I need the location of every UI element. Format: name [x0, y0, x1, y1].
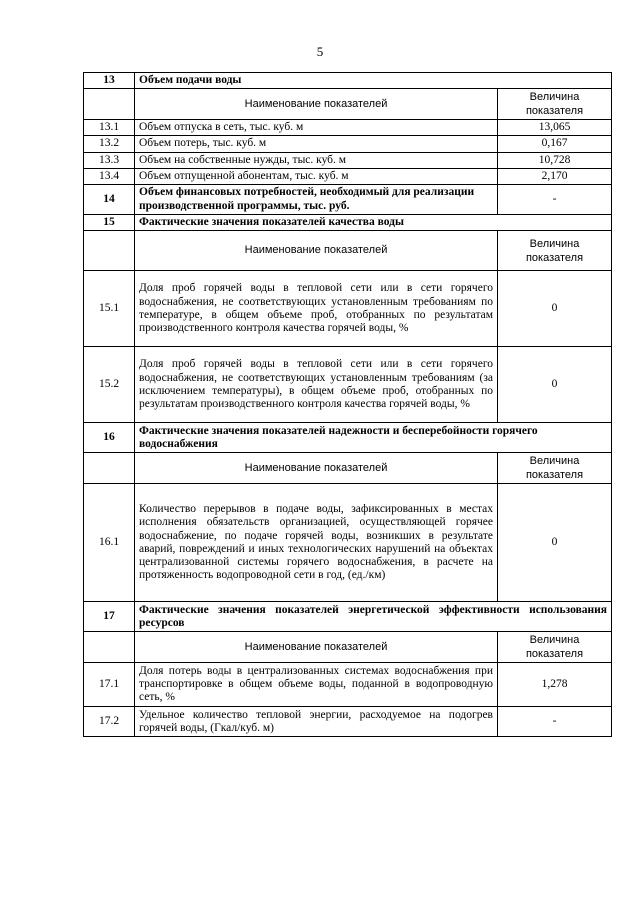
table-row — [84, 347, 612, 423]
section-row — [84, 215, 612, 231]
row-number: 13.4 — [84, 168, 135, 184]
blank-cell — [84, 632, 135, 663]
row-name: Количество перерывов в подаче воды, зафиксированных в местах исполнения обязательств организацией, осуществляющей горячее водоснабжение, по подаче горячей воды, возникших в результате аварий, повреждений и иных технологических нарушений на объектах централизованной системы горячего водоснабжения, в расчете на протяженность водопроводной сети в год, (ед./км) — [135, 484, 498, 602]
column-header-value: Величина показателя — [498, 632, 612, 663]
row-number: 15.1 — [84, 271, 135, 347]
row-name: Объем отпущенной абонентам, тыс. куб. м — [135, 168, 498, 184]
row-name: Доля потерь воды в централизованных системах водоснабжения при транспортировке в общем объеме воды, поданной в водопроводную сеть, % — [135, 663, 498, 707]
column-header-name: Наименование показателей — [135, 231, 498, 271]
row-value: 2,170 — [498, 168, 612, 184]
row-number: 15.2 — [84, 347, 135, 423]
section-title: Объем финансовых потребностей, необходимый для реализации производственной программы, тыс. руб. — [135, 185, 498, 215]
column-header-value: Величина показателя — [498, 89, 612, 120]
section-title: Фактические значения показателей качества воды — [135, 215, 612, 231]
row-number: 16.1 — [84, 484, 135, 602]
section-row — [84, 73, 612, 89]
blank-cell — [84, 231, 135, 271]
row-value: 13,065 — [498, 120, 612, 136]
section-number: 14 — [84, 185, 135, 215]
section-row — [84, 423, 612, 453]
blank-cell — [84, 89, 135, 120]
row-name: Доля проб горячей воды в тепловой сети или в сети горячего водоснабжения, не соответствующих установленным требованиям по температуре, в общем объеме проб, отобранных по результатам производственного контроля качества горячей воды, % — [135, 271, 498, 347]
section-row — [84, 185, 612, 215]
column-header-value: Величина показателя — [498, 453, 612, 484]
section-number: 17 — [84, 602, 135, 632]
table-row — [84, 136, 612, 152]
section-number: 13 — [84, 73, 135, 89]
column-header-row — [84, 89, 612, 120]
blank-cell — [84, 453, 135, 484]
column-header-row — [84, 453, 612, 484]
row-number: 13.1 — [84, 120, 135, 136]
indicators-table — [83, 72, 612, 737]
table-row — [84, 168, 612, 184]
row-number: 17.2 — [84, 707, 135, 737]
table-row — [84, 707, 612, 737]
row-value: 1,278 — [498, 663, 612, 707]
section-title: Фактические значения показателей энергетической эффективности использования ресурсов — [135, 602, 612, 632]
section-row — [84, 602, 612, 632]
section-value: - — [498, 185, 612, 215]
section-number: 15 — [84, 215, 135, 231]
row-value: 0 — [498, 347, 612, 423]
row-value: 0 — [498, 484, 612, 602]
row-name: Объем потерь, тыс. куб. м — [135, 136, 498, 152]
row-name: Объем отпуска в сеть, тыс. куб. м — [135, 120, 498, 136]
page-number: 5 — [316, 44, 324, 59]
row-number: 13.3 — [84, 152, 135, 168]
section-title: Фактические значения показателей надежности и бесперебойности горячего водоснабжения — [135, 423, 612, 453]
row-number: 17.1 — [84, 663, 135, 707]
row-value: 10,728 — [498, 152, 612, 168]
row-name: Доля проб горячей воды в тепловой сети или в сети горячего водоснабжения, не соответствующих установленным требованиям (за исключением температуры), в общем объеме проб, отобранных по результатам производственного контроля качества горячей воды, % — [135, 347, 498, 423]
column-header-value: Величина показателя — [498, 231, 612, 271]
section-number: 16 — [84, 423, 135, 453]
column-header-name: Наименование показателей — [135, 89, 498, 120]
table-row — [84, 152, 612, 168]
column-header-name: Наименование показателей — [135, 632, 498, 663]
table-row — [84, 120, 612, 136]
table-row — [84, 663, 612, 707]
column-header-name: Наименование показателей — [135, 453, 498, 484]
section-title: Объем подачи воды — [135, 73, 612, 89]
row-number: 13.2 — [84, 136, 135, 152]
row-value: 0,167 — [498, 136, 612, 152]
row-name: Удельное количество тепловой энергии, расходуемое на подогрев горячей воды, (Гкал/куб. м) — [135, 707, 498, 737]
row-name: Объем на собственные нужды, тыс. куб. м — [135, 152, 498, 168]
column-header-row — [84, 632, 612, 663]
table-row — [84, 484, 612, 602]
row-value: 0 — [498, 271, 612, 347]
row-value: - — [498, 707, 612, 737]
table-row — [84, 271, 612, 347]
column-header-row — [84, 231, 612, 271]
